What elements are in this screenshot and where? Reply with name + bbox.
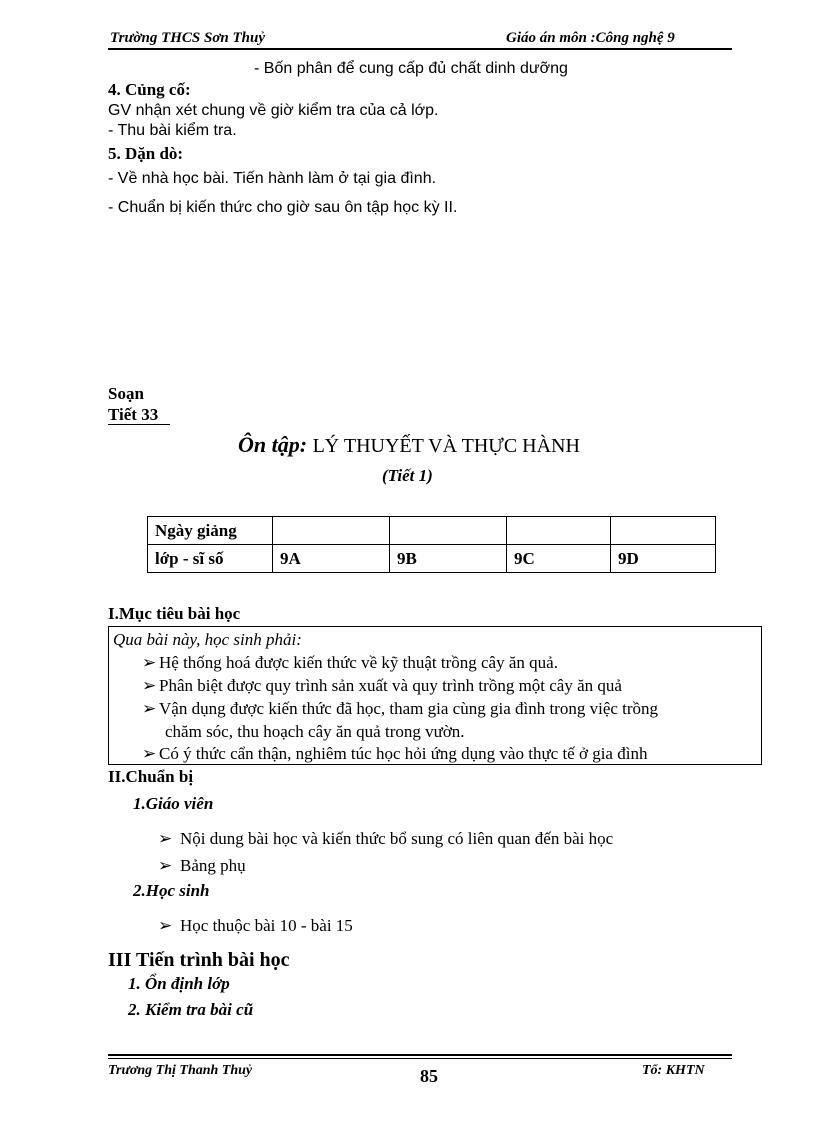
lesson-title xyxy=(238,432,580,458)
arrow-bullet-icon: ➢ xyxy=(158,916,173,935)
footer-rule-top xyxy=(108,1054,732,1056)
section4-line-2: - Thu bài kiểm tra. xyxy=(108,122,237,139)
soan-label: Soạn xyxy=(108,384,144,403)
footer-author: Trương Thị Thanh Thuỷ xyxy=(108,1063,253,1078)
header-subject: Giáo án môn :Công nghệ 9 xyxy=(506,30,675,46)
class-cell: 9D xyxy=(611,545,716,573)
date-cell-9c xyxy=(507,517,611,545)
objectives-title: I.Mục tiêu bài học xyxy=(108,604,241,623)
process-title: III Tiến trình bài học xyxy=(108,949,290,971)
date-cell-9a xyxy=(273,517,390,545)
class-cell: 9B xyxy=(390,545,507,573)
table-row xyxy=(148,545,716,573)
preparation-title: II.Chuẩn bị xyxy=(108,767,194,786)
section4-title: 4. Củng cố: xyxy=(108,80,191,99)
row-label-class: lớp - sĩ số xyxy=(148,545,273,573)
lesson-title-main: LÝ THUYẾT VÀ THỰC HÀNH xyxy=(312,435,580,457)
fertilizer-line: - Bốn phân để cung cấp đủ chất dinh dưỡng xyxy=(254,60,568,77)
arrow-bullet-icon: ➢ xyxy=(158,829,173,848)
arrow-bullet-icon: ➢ xyxy=(158,856,173,875)
arrow-bullet-icon: ➢ xyxy=(142,699,157,718)
footer-rule-bottom xyxy=(108,1058,732,1059)
student-title: 2.Học sinh xyxy=(133,881,210,900)
page-number: 85 xyxy=(420,1066,438,1086)
arrow-bullet-icon: ➢ xyxy=(142,744,157,763)
objectives-intro: Qua bài này, học sinh phải: xyxy=(113,630,302,649)
list-item: ➢ Học thuộc bài 10 - bài 15 xyxy=(158,916,353,935)
date-cell-9b xyxy=(390,517,507,545)
arrow-bullet-icon: ➢ xyxy=(142,653,157,672)
table-row xyxy=(148,517,716,545)
lesson-title-prefix: Ôn tập: xyxy=(238,432,308,457)
list-item: ➢ Nội dung bài học và kiến thức bổ sung có liên quan đến bài học xyxy=(158,829,614,848)
attendance-table xyxy=(147,516,716,573)
lesson-subtitle: (Tiết 1) xyxy=(382,466,433,485)
date-cell-9d xyxy=(611,517,716,545)
section5-line-1: - Về nhà học bài. Tiến hành làm ở tại gia đình. xyxy=(108,170,437,187)
header-rule xyxy=(108,48,732,50)
class-cell: 9C xyxy=(507,545,611,573)
list-item: ➢ Có ý thức cẩn thận, nghiêm túc học hỏi ứng dụng vào thực tế ở gia đình xyxy=(142,744,648,763)
class-cell: 9A xyxy=(273,545,390,573)
list-item: ➢ Vận dụng được kiến thức đã học, tham gia cùng gia đình trong việc trồng xyxy=(142,699,659,718)
arrow-bullet-icon: ➢ xyxy=(142,676,157,695)
list-item: ➢ Hệ thống hoá được kiến thức về kỹ thuật trồng cây ăn quả. xyxy=(142,653,558,672)
header-school: Trường THCS Sơn Thuỷ xyxy=(110,30,265,46)
row-label-date: Ngày giảng xyxy=(148,517,273,545)
section5-line-2: - Chuẩn bị kiến thức cho giờ sau ôn tập học kỳ II. xyxy=(108,199,458,216)
footer-group: Tổ: KHTN xyxy=(642,1063,705,1078)
process-step-1: 1. Ổn định lớp xyxy=(128,974,230,993)
section4-line-1: GV nhận xét chung về giờ kiểm tra của cả lớp. xyxy=(108,102,439,119)
list-item-continuation: chăm sóc, thu hoạch cây ăn quả trong vườn. xyxy=(165,722,465,741)
list-item: ➢ Bảng phụ xyxy=(158,856,246,875)
tiet-label: Tiết 33 xyxy=(108,405,159,424)
tiet-underline xyxy=(108,424,170,425)
process-step-2: 2. Kiểm tra bài cũ xyxy=(128,1000,254,1019)
teacher-title: 1.Giáo viên xyxy=(133,794,214,813)
section5-title: 5. Dặn dò: xyxy=(108,144,184,163)
list-item: ➢ Phân biệt được quy trình sản xuất và quy trình trồng một cây ăn quả xyxy=(142,676,622,695)
